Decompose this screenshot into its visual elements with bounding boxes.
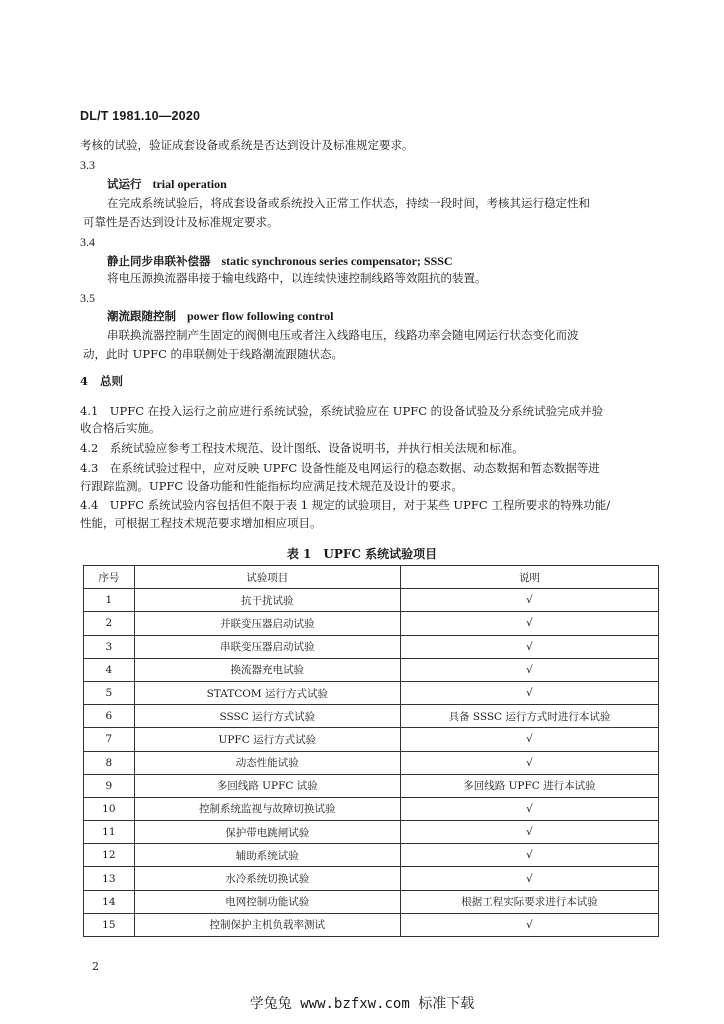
term-cn: 试运行 [107, 177, 142, 191]
section-number-3-5: 3.5 [80, 291, 95, 305]
table-row [84, 728, 659, 751]
header-cell: 试验项目 [134, 566, 400, 589]
test-items-table [83, 565, 659, 937]
cell: 水冷系统切换试验 [134, 867, 400, 890]
table-row [84, 658, 659, 681]
cell: √ [400, 867, 658, 890]
cell: 12 [84, 844, 135, 867]
clause-4-1: 4.1 UPFC 在投入运行之前应进行系统试验，系统试验应在 UPFC 的设备试验及分系统试验完成并验 [80, 404, 604, 418]
clause-4-1-cont: 收合格后实施。 [80, 421, 161, 435]
table-row [84, 890, 659, 913]
term-en: power flow following control [186, 309, 334, 323]
cell: 7 [84, 728, 135, 751]
cell: 多回线路 UPFC 进行本试验 [400, 774, 658, 797]
cell: SSSC 运行方式试验 [134, 705, 400, 728]
cell: 13 [84, 867, 135, 890]
cell: 10 [84, 797, 135, 820]
cell: 动态性能试验 [134, 751, 400, 774]
cell: 抗干扰试验 [134, 589, 400, 612]
cell: 5 [84, 681, 135, 704]
table-row [84, 589, 659, 612]
cell: 9 [84, 774, 135, 797]
cell: √ [400, 797, 658, 820]
table-row [84, 867, 659, 890]
cell: √ [400, 728, 658, 751]
cell: 控制保护主机负载率测试 [134, 913, 400, 936]
cell: 1 [84, 589, 135, 612]
table-row [84, 774, 659, 797]
chapter-number: 4 [80, 374, 89, 388]
cell: 11 [84, 821, 135, 844]
cell: 串联变压器启动试验 [134, 635, 400, 658]
header-cell: 序号 [84, 566, 135, 589]
table-row [84, 844, 659, 867]
cell: 并联变压器启动试验 [134, 612, 400, 635]
cell: 换流器充电试验 [134, 658, 400, 681]
term-3-4 [107, 253, 453, 269]
clause-4-4: 4.4 UPFC 系统试验内容包括但不限于表 1 规定的试验项目，对于某些 UPFC 工程所要求的特殊功能/ [80, 498, 611, 512]
table-header-row [84, 566, 659, 589]
clause-4-3-cont: 行跟踪监测。UPFC 设备功能和性能指标均应满足技术规范及设计的要求。 [80, 479, 463, 493]
section-number-3-3: 3.3 [80, 158, 95, 172]
definition-line: 可靠性是否达到设计及标准规定要求。 [83, 215, 279, 229]
cell: 8 [84, 751, 135, 774]
cell: √ [400, 612, 658, 635]
cell: 14 [84, 890, 135, 913]
term-cn: 潮流跟随控制 [107, 309, 176, 323]
definition-line: 动，此时 UPFC 的串联侧处于线路潮流跟随状态。 [83, 347, 344, 361]
cell: 辅助系统试验 [134, 844, 400, 867]
definition-line: 在完成系统试验后，将成套设备或系统投入正常工作状态，持续一段时间，考核其运行稳定性和 [107, 196, 590, 210]
term-3-3 [107, 176, 227, 192]
cell: 电网控制功能试验 [134, 890, 400, 913]
cell: √ [400, 658, 658, 681]
cell: √ [400, 751, 658, 774]
term-cn: 静止同步串联补偿器 [107, 254, 211, 268]
cell: 4 [84, 658, 135, 681]
cell: 15 [84, 913, 135, 936]
cell: √ [400, 821, 658, 844]
cell: √ [400, 589, 658, 612]
cell: 多回线路 UPFC 试验 [134, 774, 400, 797]
cell: 保护带电跳闸试验 [134, 821, 400, 844]
table-row [84, 913, 659, 936]
table-row [84, 751, 659, 774]
table-row [84, 821, 659, 844]
cell: 6 [84, 705, 135, 728]
cell: √ [400, 635, 658, 658]
cell: 根据工程实际要求进行本试验 [400, 890, 658, 913]
cell: √ [400, 913, 658, 936]
cell: 2 [84, 612, 135, 635]
cell: UPFC 运行方式试验 [134, 728, 400, 751]
chapter-heading-4 [80, 373, 123, 389]
term-3-5 [107, 308, 334, 324]
header-cell: 说明 [400, 566, 658, 589]
paragraph-line: 考核的试验，验证成套设备或系统是否达到设计及标准规定要求。 [80, 138, 414, 152]
cell: 具备 SSSC 运行方式时进行本试验 [400, 705, 658, 728]
table-row [84, 612, 659, 635]
watermark-footer: 学兔兔 www.bzfxw.com 标准下载 [249, 996, 475, 1012]
definition-line: 串联换流器控制产生固定的阀侧电压或者注入线路电压，线路功率会随电网运行状态变化而波 [107, 328, 579, 342]
cell: STATCOM 运行方式试验 [134, 681, 400, 704]
clause-4-4-cont: 性能，可根据工程技术规范要求增加相应项目。 [80, 516, 322, 530]
table-row [84, 681, 659, 704]
clause-4-2: 4.2 系统试验应参考工程技术规范、设计图纸、设备说明书，并执行相关法规和标准。 [80, 441, 524, 455]
term-en: trial operation [152, 177, 227, 191]
definition-line: 将电压源换流器串接于输电线路中，以连续快速控制线路等效阻抗的装置。 [107, 271, 487, 285]
cell: √ [400, 681, 658, 704]
table-caption: 表 1 UPFC 系统试验项目 [286, 547, 438, 561]
term-en: static synchronous series compensator; SSSC [221, 254, 453, 268]
table-row [84, 797, 659, 820]
cell: 控制系统监视与故障切换试验 [134, 797, 400, 820]
cell: √ [400, 844, 658, 867]
cell: 3 [84, 635, 135, 658]
clause-4-3: 4.3 在系统试验过程中，应对反映 UPFC 设备性能及电网运行的稳态数据、动态数据和暂态数据等进 [80, 461, 600, 475]
table-row [84, 635, 659, 658]
standard-number-header: DL/T 1981.10—2020 [80, 109, 201, 123]
table-row [84, 705, 659, 728]
page-number: 2 [92, 960, 99, 973]
chapter-title: 总则 [100, 374, 124, 388]
section-number-3-4: 3.4 [80, 235, 95, 249]
